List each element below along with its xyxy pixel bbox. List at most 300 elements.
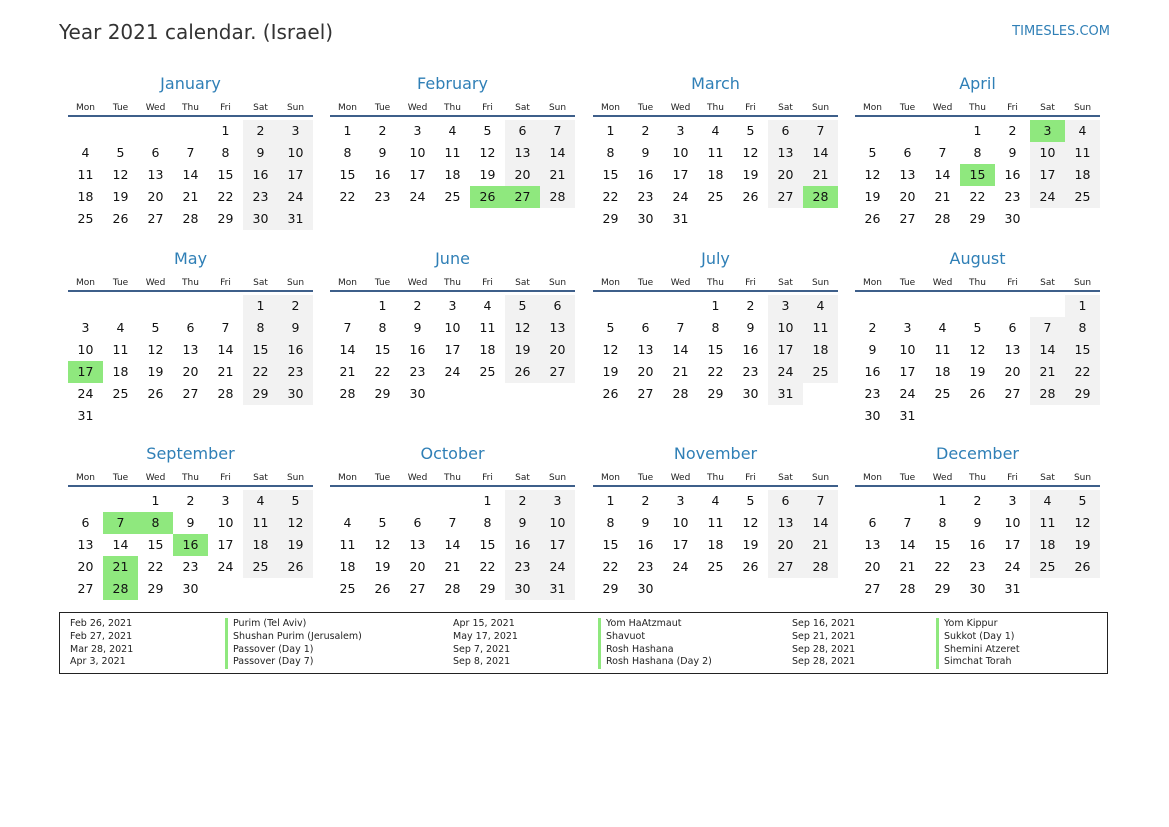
week-row (330, 534, 575, 556)
day-cell: 5 (505, 295, 540, 317)
empty-cell (138, 405, 173, 427)
weekday-header (68, 270, 313, 288)
empty-cell (365, 490, 400, 512)
day-cell: 29 (602, 211, 619, 226)
day-cell: 18 (444, 167, 461, 182)
day-cell: 9 (641, 515, 650, 530)
weekday-label: Fri (220, 278, 231, 288)
empty-cell (855, 490, 890, 512)
site-link[interactable]: TIMESLES.COM (1012, 24, 1110, 39)
day-cell: 14 (803, 512, 838, 534)
day-cell: 30 (637, 581, 654, 596)
day-cell: 28 (899, 581, 916, 596)
day-cell: 18 (77, 189, 94, 204)
week-row (593, 317, 838, 339)
holiday-day-cell: 21 (103, 556, 138, 578)
day-cell: 7 (343, 320, 352, 335)
empty-cell (330, 490, 365, 512)
weekday-label: Sat (1040, 278, 1055, 288)
day-cell: 10 (1004, 515, 1021, 530)
day-cell: 21 (803, 164, 838, 186)
day-cell: 15 (243, 339, 278, 361)
holiday-date: Sep 28, 2021 (792, 643, 856, 655)
day-cell: 26 (1065, 556, 1100, 578)
day-cell: 20 (77, 559, 94, 574)
empty-cell (803, 208, 838, 230)
week-row (330, 339, 575, 361)
week-row (593, 556, 838, 578)
day-cell: 9 (868, 342, 877, 357)
day-cell: 28 (540, 186, 575, 208)
weekday-label: Fri (745, 278, 756, 288)
holiday-date: Sep 8, 2021 (453, 656, 511, 668)
day-cell: 5 (868, 145, 877, 160)
day-cell: 23 (1004, 189, 1021, 204)
day-cell: 19 (742, 167, 759, 182)
weekday-label: Mon (863, 103, 882, 113)
day-cell: 11 (444, 145, 461, 160)
day-cell: 16 (505, 534, 540, 556)
month-title: June (435, 249, 470, 268)
day-cell: 21 (1030, 361, 1065, 383)
empty-cell (1030, 295, 1065, 317)
month-february (330, 73, 575, 208)
day-cell: 1 (1065, 295, 1100, 317)
day-cell: 11 (243, 512, 278, 534)
header-rule (68, 485, 313, 487)
day-cell: 2 (505, 490, 540, 512)
month-january (68, 73, 313, 230)
month-march (593, 73, 838, 230)
day-cell: 13 (182, 342, 199, 357)
day-cell: 9 (186, 515, 195, 530)
empty-cell (1030, 405, 1065, 427)
month-title: January (160, 74, 221, 93)
day-cell: 25 (77, 211, 94, 226)
weekday-label: Fri (482, 103, 493, 113)
day-cell: 16 (637, 167, 654, 182)
day-cell: 6 (540, 295, 575, 317)
holiday-date: Sep 16, 2021 (792, 618, 856, 629)
day-cell: 19 (112, 189, 129, 204)
empty-cell (995, 405, 1030, 427)
empty-cell (1030, 208, 1065, 230)
weekday-label: Sun (548, 473, 567, 483)
day-cell: 13 (505, 142, 540, 164)
day-cell: 26 (969, 386, 986, 401)
day-cell: 17 (217, 537, 234, 552)
day-cell: 14 (934, 167, 951, 182)
day-cell: 30 (278, 383, 313, 405)
day-cell: 28 (803, 556, 838, 578)
empty-cell (855, 295, 890, 317)
day-cell: 9 (746, 320, 755, 335)
day-cell: 16 (1004, 167, 1021, 182)
weekday-label: Sun (811, 278, 830, 288)
day-cell: 23 (969, 559, 986, 574)
weekday-label: Fri (482, 473, 493, 483)
month-title: October (420, 444, 485, 463)
month-november (593, 443, 838, 600)
day-cell: 31 (540, 578, 575, 600)
empty-cell (243, 578, 278, 600)
empty-cell (103, 120, 138, 142)
day-cell: 4 (343, 515, 352, 530)
day-cell: 23 (637, 559, 654, 574)
empty-cell (68, 295, 103, 317)
day-cell: 7 (803, 120, 838, 142)
week-row (68, 142, 313, 164)
day-cell: 11 (803, 317, 838, 339)
day-cell: 24 (278, 186, 313, 208)
weekday-label: Thu (182, 473, 199, 483)
weekday-label: Sun (286, 278, 305, 288)
day-cell: 11 (77, 167, 94, 182)
day-cell: 4 (711, 493, 720, 508)
month-title: September (146, 444, 235, 463)
week-row (330, 317, 575, 339)
day-cell: 22 (217, 189, 234, 204)
week-row (855, 361, 1100, 383)
day-cell: 1 (221, 123, 230, 138)
day-cell: 25 (243, 556, 278, 578)
empty-cell (68, 120, 103, 142)
day-cell: 30 (1004, 211, 1021, 226)
day-cell: 11 (339, 537, 356, 552)
day-cell: 13 (540, 317, 575, 339)
day-cell: 12 (147, 342, 164, 357)
weekday-label: Sun (811, 473, 830, 483)
day-cell: 15 (374, 342, 391, 357)
day-cell: 4 (1065, 120, 1100, 142)
weekday-label: Sun (1073, 103, 1092, 113)
weekday-label: Sat (778, 473, 793, 483)
day-cell: 1 (973, 123, 982, 138)
day-cell: 22 (602, 559, 619, 574)
weekday-label: Sun (548, 278, 567, 288)
weekday-header (330, 95, 575, 113)
day-cell: 10 (409, 145, 426, 160)
day-cell: 8 (606, 145, 615, 160)
weekday-label: Mon (76, 473, 95, 483)
day-cell: 1 (378, 298, 387, 313)
day-cell: 10 (77, 342, 94, 357)
week-row (593, 534, 838, 556)
holiday-date: May 17, 2021 (453, 630, 518, 642)
day-cell: 14 (803, 142, 838, 164)
day-cell: 26 (602, 386, 619, 401)
empty-cell (960, 405, 995, 427)
day-cell: 8 (1065, 317, 1100, 339)
empty-cell (768, 578, 803, 600)
day-cell: 18 (479, 342, 496, 357)
weekday-label: Mon (863, 473, 882, 483)
day-cell: 20 (768, 164, 803, 186)
day-cell: 21 (803, 534, 838, 556)
weekday-header (593, 465, 838, 483)
weekday-label: Sat (778, 278, 793, 288)
empty-cell (138, 295, 173, 317)
day-cell: 23 (637, 189, 654, 204)
day-cell: 15 (602, 537, 619, 552)
weekday-label: Wed (932, 473, 953, 483)
day-cell: 25 (112, 386, 129, 401)
weekday-header (330, 465, 575, 483)
header-rule (330, 115, 575, 117)
day-cell: 4 (938, 320, 947, 335)
day-cell: 20 (637, 364, 654, 379)
day-cell: 30 (864, 408, 881, 423)
day-cell: 20 (1004, 364, 1021, 379)
day-cell: 23 (182, 559, 199, 574)
day-cell: 22 (969, 189, 986, 204)
day-cell: 17 (672, 537, 689, 552)
weekday-label: Fri (1007, 103, 1018, 113)
day-cell: 5 (278, 490, 313, 512)
week-row (330, 490, 575, 512)
weekday-header (855, 95, 1100, 113)
weekday-label: Tue (637, 278, 654, 288)
weekday-label: Wed (670, 473, 691, 483)
day-cell: 18 (707, 537, 724, 552)
day-cell: 9 (641, 145, 650, 160)
weekday-label: Mon (338, 278, 357, 288)
weekday-label: Tue (112, 278, 129, 288)
weekday-label: Tue (899, 473, 916, 483)
day-cell: 4 (243, 490, 278, 512)
day-cell: 13 (147, 167, 164, 182)
day-cell: 2 (278, 295, 313, 317)
week-row (593, 208, 838, 230)
weekday-label: Mon (601, 473, 620, 483)
day-cell: 18 (243, 534, 278, 556)
week-row (68, 405, 313, 427)
weekday-label: Sat (253, 103, 268, 113)
weekday-label: Fri (482, 278, 493, 288)
day-cell: 28 (444, 581, 461, 596)
weekday-label: Wed (407, 103, 428, 113)
week-row (68, 317, 313, 339)
day-cell: 22 (479, 559, 496, 574)
day-cell: 28 (934, 211, 951, 226)
day-cell: 30 (637, 211, 654, 226)
day-cell: 1 (606, 493, 615, 508)
day-cell: 22 (147, 559, 164, 574)
day-cell: 4 (711, 123, 720, 138)
week-row (593, 383, 838, 405)
day-cell: 23 (505, 556, 540, 578)
day-cell: 20 (540, 339, 575, 361)
holiday-day-cell: 7 (103, 512, 138, 534)
weekday-label: Wed (670, 278, 691, 288)
empty-cell (698, 208, 733, 230)
day-cell: 29 (1065, 383, 1100, 405)
header-rule (593, 115, 838, 117)
week-row (855, 164, 1100, 186)
day-cell: 24 (77, 386, 94, 401)
week-row (593, 361, 838, 383)
day-cell: 11 (112, 342, 129, 357)
month-june (330, 248, 575, 405)
day-cell: 18 (803, 339, 838, 361)
week-row (593, 142, 838, 164)
weekday-label: Sat (778, 103, 793, 113)
day-cell: 31 (899, 408, 916, 423)
day-cell: 21 (339, 364, 356, 379)
empty-cell (435, 490, 470, 512)
holiday-date: Feb 27, 2021 (70, 630, 133, 642)
empty-cell (890, 490, 925, 512)
holiday-day-cell: 3 (1030, 120, 1065, 142)
day-cell: 16 (742, 342, 759, 357)
day-cell: 27 (147, 211, 164, 226)
weekday-label: Mon (601, 103, 620, 113)
day-cell: 27 (864, 581, 881, 596)
day-cell: 21 (899, 559, 916, 574)
empty-cell (995, 295, 1030, 317)
day-cell: 10 (217, 515, 234, 530)
header-rule (855, 290, 1100, 292)
weekday-label: Thu (182, 278, 199, 288)
day-cell: 2 (1008, 123, 1017, 138)
day-cell: 6 (1008, 320, 1017, 335)
holiday-name: Passover (Day 7) (225, 656, 362, 669)
day-cell: 3 (676, 123, 685, 138)
weekday-label: Tue (637, 103, 654, 113)
day-cell: 16 (409, 342, 426, 357)
day-cell: 12 (742, 515, 759, 530)
day-cell: 11 (707, 515, 724, 530)
day-cell: 27 (409, 581, 426, 596)
day-cell: 28 (672, 386, 689, 401)
weekday-label: Sat (515, 278, 530, 288)
empty-cell (960, 295, 995, 317)
day-cell: 27 (77, 581, 94, 596)
day-cell: 10 (768, 317, 803, 339)
weekday-label: Fri (745, 473, 756, 483)
day-cell: 25 (707, 559, 724, 574)
week-row (330, 142, 575, 164)
day-cell: 25 (1030, 556, 1065, 578)
empty-cell (925, 120, 960, 142)
day-cell: 11 (1065, 142, 1100, 164)
day-cell: 4 (448, 123, 457, 138)
day-cell: 17 (444, 342, 461, 357)
day-cell: 16 (278, 339, 313, 361)
holiday-day-cell: 27 (505, 186, 540, 208)
day-cell: 15 (1065, 339, 1100, 361)
week-row (68, 556, 313, 578)
empty-cell (400, 490, 435, 512)
page-title: Year 2021 calendar. (Israel) (59, 20, 334, 44)
day-cell: 27 (637, 386, 654, 401)
day-cell: 14 (1030, 339, 1065, 361)
day-cell: 30 (243, 208, 278, 230)
empty-cell (278, 405, 313, 427)
day-cell: 5 (606, 320, 615, 335)
day-cell: 29 (934, 581, 951, 596)
day-cell: 5 (378, 515, 387, 530)
day-cell: 20 (409, 559, 426, 574)
week-row (855, 186, 1100, 208)
holiday-day-cell: 28 (103, 578, 138, 600)
day-cell: 17 (540, 534, 575, 556)
day-cell: 26 (742, 189, 759, 204)
day-cell: 21 (444, 559, 461, 574)
day-cell: 23 (243, 186, 278, 208)
empty-cell (208, 295, 243, 317)
day-cell: 8 (378, 320, 387, 335)
week-row (68, 295, 313, 317)
empty-cell (208, 578, 243, 600)
day-cell: 10 (278, 142, 313, 164)
day-cell: 11 (1030, 512, 1065, 534)
empty-cell (733, 208, 768, 230)
empty-cell (138, 120, 173, 142)
day-cell: 12 (742, 145, 759, 160)
weekday-label: Thu (707, 473, 724, 483)
day-cell: 4 (483, 298, 492, 313)
day-cell: 10 (899, 342, 916, 357)
weekday-label: Sat (1040, 103, 1055, 113)
day-cell: 14 (444, 537, 461, 552)
day-cell: 12 (505, 317, 540, 339)
header-rule (593, 290, 838, 292)
empty-cell (925, 295, 960, 317)
weekday-label: Wed (670, 103, 691, 113)
day-cell: 17 (278, 164, 313, 186)
day-cell: 15 (934, 537, 951, 552)
holiday-legend (59, 612, 1108, 674)
header-rule (330, 485, 575, 487)
holiday-date: Feb 26, 2021 (70, 618, 133, 629)
day-cell: 24 (672, 559, 689, 574)
week-row (68, 578, 313, 600)
day-cell: 17 (1030, 164, 1065, 186)
day-cell: 1 (938, 493, 947, 508)
day-cell: 4 (116, 320, 125, 335)
holiday-name: Rosh Hashana (Day 2) (598, 656, 712, 669)
day-cell: 3 (676, 493, 685, 508)
empty-cell (803, 383, 838, 405)
week-row (68, 186, 313, 208)
weekday-label: Wed (932, 103, 953, 113)
day-cell: 30 (969, 581, 986, 596)
month-may (68, 248, 313, 427)
day-cell: 25 (934, 386, 951, 401)
day-cell: 18 (1030, 534, 1065, 556)
weekday-label: Wed (145, 278, 166, 288)
holiday-name: Sukkot (Day 1) (936, 631, 1020, 644)
holiday-date: Apr 15, 2021 (453, 618, 515, 629)
day-cell: 19 (602, 364, 619, 379)
weekday-label: Fri (220, 103, 231, 113)
weekday-label: Fri (1007, 278, 1018, 288)
empty-cell (470, 383, 505, 405)
day-cell: 15 (339, 167, 356, 182)
week-row (330, 120, 575, 142)
week-row (330, 361, 575, 383)
weekday-label: Sun (286, 103, 305, 113)
day-cell: 24 (540, 556, 575, 578)
week-row (68, 339, 313, 361)
day-cell: 19 (479, 167, 496, 182)
day-cell: 14 (672, 342, 689, 357)
day-cell: 27 (768, 556, 803, 578)
day-cell: 15 (479, 537, 496, 552)
week-row (855, 383, 1100, 405)
day-cell: 19 (1065, 534, 1100, 556)
